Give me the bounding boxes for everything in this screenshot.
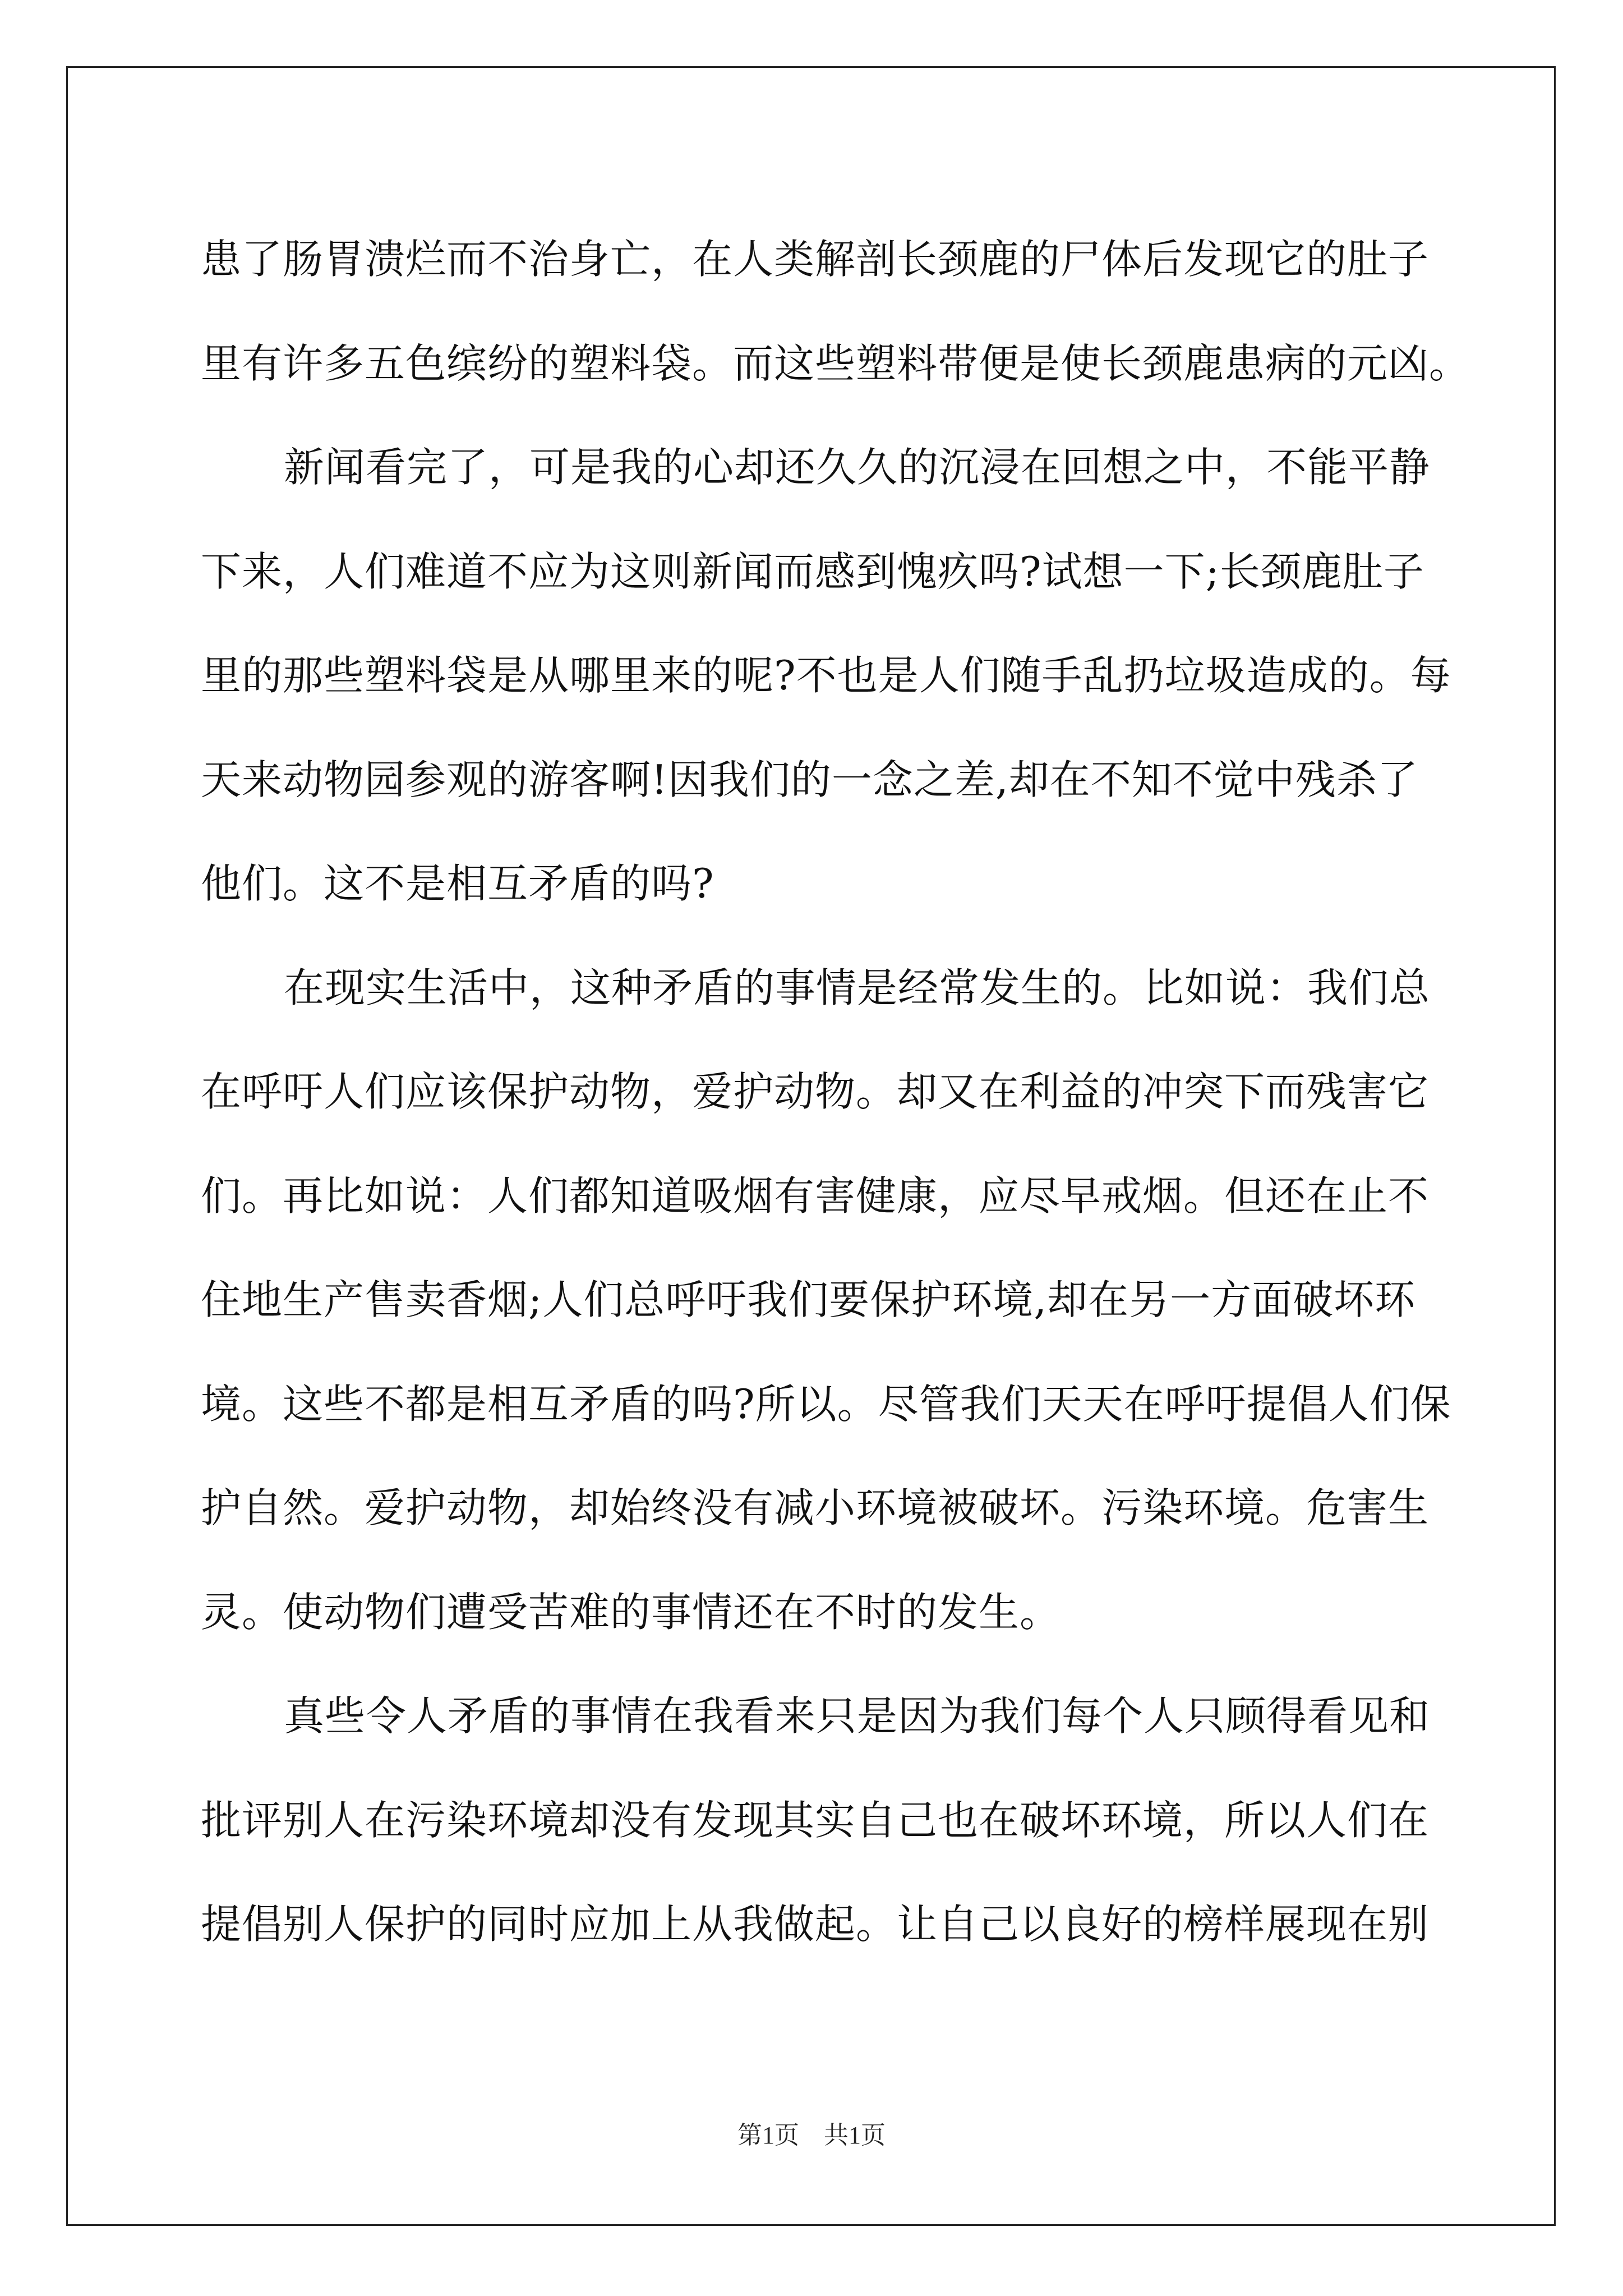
text-line: 里有许多五色缤纷的塑料袋。而这些塑料带便是使长颈鹿患病的元凶。 bbox=[201, 339, 1470, 387]
text-line: 在呼吁人们应该保护动物，爱护动物。却又在利益的冲突下而残害它 bbox=[201, 1068, 1430, 1115]
text-line: 住地生产售卖香烟;人们总呼吁我们要保护环境,却在另一方面破坏环 bbox=[201, 1276, 1416, 1323]
text-line: 批评别人在污染环境却没有发现其实自己也在破坏环境，所以人们在 bbox=[201, 1796, 1430, 1844]
text-line: 在现实生活中，这种矛盾的事情是经常发生的。比如说：我们总 bbox=[284, 964, 1431, 1011]
text-line: 天来动物园参观的游客啊!因我们的一念之差,却在不知不觉中残杀了 bbox=[201, 756, 1418, 803]
page-number: 第1页 共1页 bbox=[737, 2122, 886, 2149]
text-line: 境。这些不都是相互矛盾的吗?所以。尽管我们天天在呼吁提倡人们保 bbox=[201, 1380, 1451, 1428]
text-line: 们。再比如说：人们都知道吸烟有害健康，应尽早戒烟。但还在止不 bbox=[201, 1172, 1430, 1220]
text-line: 真些令人矛盾的事情在我看来只是因为我们每个人只顾得看见和 bbox=[284, 1692, 1431, 1740]
text-line: 灵。使动物们遭受苦难的事情还在不时的发生。 bbox=[201, 1588, 1061, 1636]
text-line: 提倡别人保护的同时应加上从我做起。让自己以良好的榜样展现在别 bbox=[201, 1901, 1430, 1948]
document-body bbox=[201, 208, 1470, 1977]
text-line: 患了肠胃溃烂而不治身亡，在人类解剖长颈鹿的尸体后发现它的肚子 bbox=[201, 236, 1430, 283]
text-line: 他们。这不是相互矛盾的吗? bbox=[201, 860, 714, 907]
text-line: 护自然。爱护动物，却始终没有减小环境被破坏。污染环境。危害生 bbox=[201, 1484, 1430, 1531]
text-line: 下来，人们难道不应为这则新闻而感到愧疚吗?试想一下;长颈鹿肚子 bbox=[201, 547, 1424, 595]
text-line: 新闻看完了，可是我的心却还久久的沉浸在回想之中，不能平静 bbox=[284, 444, 1431, 491]
text-line: 里的那些塑料袋是从哪里来的呢?不也是人们随手乱扔垃圾造成的。每 bbox=[201, 652, 1451, 699]
page-footer bbox=[0, 2115, 1623, 2151]
